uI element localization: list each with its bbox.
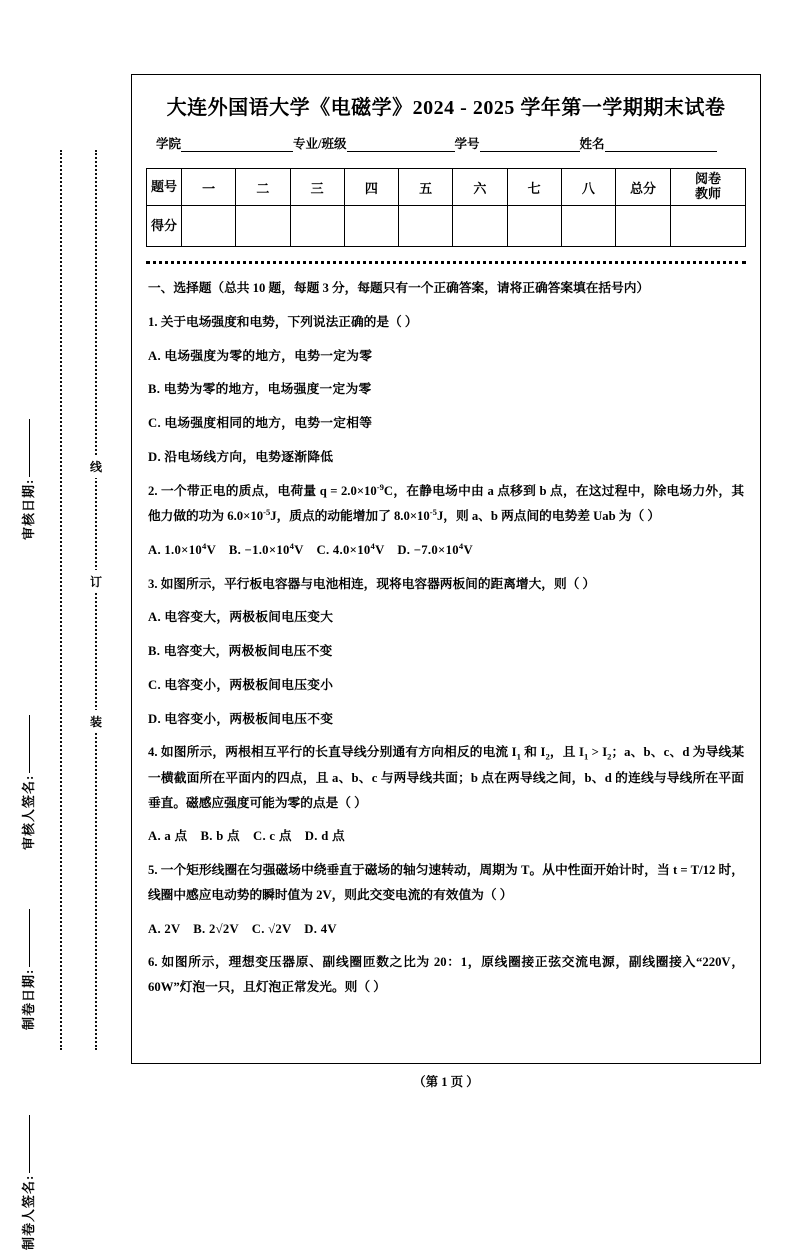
score-col-header-2: 二 <box>236 169 290 206</box>
binding-dashed-line-outer <box>60 150 62 1050</box>
question-text-6: 如图所示，理想变压器原、副线圈匝数之比为 20：1，原线圈接正弦交流电源，副线圈接入“220V，60W”灯泡一只，且灯泡正常发光。则（ ） <box>148 955 744 995</box>
binding-margin <box>0 0 130 1250</box>
section-heading: 一、选择题（总共 10 题，每题 3 分，每题只有一个正确答案，请将正确答案填在括号内） <box>148 281 650 295</box>
score-col-header-1: 一 <box>182 169 236 206</box>
field-label-name: 姓名 <box>579 137 605 151</box>
question-number-3: 3. <box>148 576 161 591</box>
margin-label-text: 制卷日期: <box>21 968 36 1030</box>
question-text-5: 一个矩形线圈在匀强磁场中绕垂直于磁场的轴匀速转动，周期为 T。从中性面开始计时，当 t = T/12 时，线圈中感应电动势的瞬时值为 2V，则此交变电流的有效值为（ ） <box>148 863 744 902</box>
row-header-score-text: 得分 <box>150 218 177 234</box>
question-stem-5 <box>148 858 744 908</box>
score-cell-teacher[interactable] <box>671 206 746 247</box>
margin-label-blank[interactable] <box>29 715 30 773</box>
page-footer: （第 1 页 ） <box>413 1075 479 1089</box>
question-stem-1 <box>148 310 744 335</box>
question-3-option-3[interactable]: C. 电容变小，两极板间电压变小 <box>148 677 334 692</box>
question-3-option-2[interactable]: B. 电容变大，两极板间电压不变 <box>148 644 333 659</box>
margin-label-text: 审核日期: <box>21 478 36 540</box>
question-2-option-1[interactable]: A. $1.0\times 10^4V$ B. $-1.0\times 10^4V$ C. $4.0\times 10^4V$ D. $-7.0\times 10^4V$ <box>148 540 473 557</box>
teacher-label-line1: 阅卷 <box>694 171 721 187</box>
question-1-option-4[interactable]: D. 沿电场线方向，电势逐渐降低 <box>148 449 334 464</box>
question-1-option-2[interactable]: B. 电势为零的地方，电场强度一定为零 <box>148 382 372 397</box>
field-input-name[interactable] <box>605 138 717 152</box>
margin-label-text: 审核人签名: <box>21 774 36 850</box>
teacher-label-line2: 教师 <box>694 186 721 201</box>
question-number-1: 1. <box>148 314 161 329</box>
question-stem-2 <box>148 479 744 529</box>
question-stem-3 <box>148 572 744 597</box>
question-text-3: 如图所示，平行板电容器与电池相连，现将电容器两板间的距离增大，则（ ） <box>160 576 596 591</box>
score-col-header-3: 三 <box>290 169 344 206</box>
question-number-5: 5. <box>148 863 161 878</box>
score-col-header-8: 八 <box>561 169 615 206</box>
margin-label-2 <box>18 820 37 1030</box>
question-list <box>148 310 744 1000</box>
field-input-college[interactable] <box>181 138 293 152</box>
row-header-score <box>147 206 182 247</box>
question-5-option-1[interactable]: A. 2V B. 2√2V C. √2V D. 4V <box>148 921 337 936</box>
binding-char-0: 线 <box>88 455 104 478</box>
question-3-option-4[interactable]: D. 电容变小，两极板间电压不变 <box>148 711 334 726</box>
score-col-header-teacher <box>671 169 746 206</box>
question-number-4: 4. <box>148 745 161 760</box>
score-cell-5[interactable] <box>399 206 453 247</box>
field-input-major-class[interactable] <box>347 138 455 152</box>
question-1-option-1[interactable]: A. 电场强度为零的地方，电势一定为零 <box>148 348 373 363</box>
score-table <box>146 168 746 247</box>
field-label-major-class: 专业/班级 <box>293 137 347 151</box>
question-1-option-3[interactable]: C. 电场强度相同的地方，电势一定相等 <box>148 416 373 431</box>
field-input-student-id[interactable] <box>480 138 580 152</box>
score-cell-8[interactable] <box>561 206 615 247</box>
score-table-wrapper <box>146 168 746 247</box>
score-col-header-total: 总分 <box>616 169 671 206</box>
score-cell-4[interactable] <box>344 206 398 247</box>
question-number-2: 2. <box>148 483 161 498</box>
row-header-question-number <box>147 169 182 206</box>
score-cell-total[interactable] <box>616 206 671 247</box>
margin-label-text: 制卷人签名: <box>21 1174 36 1250</box>
score-cell-7[interactable] <box>507 206 561 247</box>
score-cell-6[interactable] <box>453 206 507 247</box>
table-row-scores <box>147 206 746 247</box>
page-title: 大连外国语大学《电磁学》2024 - 2025 学年第一学期期末试卷 <box>166 97 726 119</box>
score-cell-2[interactable] <box>236 206 290 247</box>
score-cell-3[interactable] <box>290 206 344 247</box>
margin-label-blank[interactable] <box>29 1115 30 1173</box>
score-cell-1[interactable] <box>182 206 236 247</box>
question-text-4: 如图所示，两根相互平行的长直导线分别通有方向相反的电流 $I_1$ 和 $I_2$，且 $I_1 > I_2$；a、b、c、d 为导线某一横截面所在平面内的四点，且 a、b、c 与两导线共面；b 点在两导线之间，b、d 的连线与导线所在平面垂直。磁感应强度可能为零的点是（ ） <box>148 745 745 810</box>
exam-paper-frame <box>131 74 761 1064</box>
question-text-1: 关于电场强度和电势，下列说法正确的是（ ） <box>160 314 418 329</box>
margin-label-0 <box>18 330 37 540</box>
table-row-question-numbers <box>147 169 746 206</box>
score-col-header-5: 五 <box>399 169 453 206</box>
question-text-2: 一个带正电的质点，电荷量 $q = 2.0\times 10^{-9}C$，在静电场中由 a 点移到 b 点，在这过程中，除电场力外，其他力做的功为 $6.0\times 10^{-5}J$，质点的动能增加了 $8.0\times 10^{-5}J$，则 a、b 两点间的电势差 Uab 为（ ） <box>148 481 745 523</box>
field-label-student-id: 学号 <box>454 137 480 151</box>
score-col-header-6: 六 <box>453 169 507 206</box>
binding-char-1: 订 <box>88 570 104 593</box>
question-number-6: 6. <box>148 955 162 970</box>
score-col-header-4: 四 <box>344 169 398 206</box>
score-col-header-7: 七 <box>507 169 561 206</box>
binding-dashed-line-inner <box>95 150 97 1050</box>
margin-label-blank[interactable] <box>29 419 30 477</box>
margin-label-1 <box>18 640 37 850</box>
student-info-line <box>132 134 760 152</box>
question-stem-6 <box>148 950 744 1000</box>
margin-label-blank[interactable] <box>29 909 30 967</box>
margin-label-3 <box>18 1040 37 1250</box>
question-body <box>132 264 760 1000</box>
question-4-option-1[interactable]: A. a 点 B. b 点 C. c 点 D. d 点 <box>148 829 346 844</box>
binding-char-2: 装 <box>88 710 104 733</box>
row-header-question-number-text: 题号 <box>150 179 177 195</box>
question-3-option-1[interactable]: A. 电容变大，两极板间电压变大 <box>148 610 334 625</box>
field-label-college: 学院 <box>156 137 182 151</box>
question-stem-4 <box>148 740 744 815</box>
